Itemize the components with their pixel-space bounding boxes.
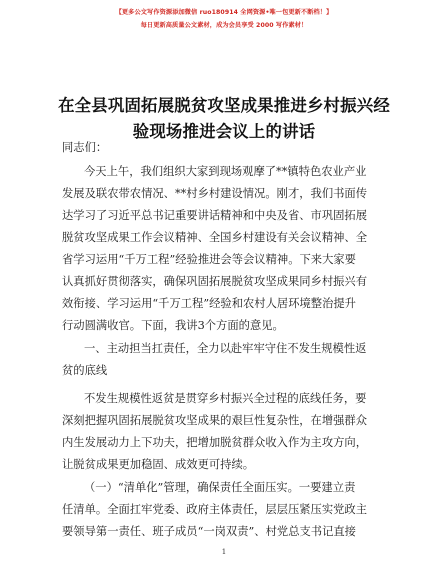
paragraph-line: 深刻把握巩固拓展脱贫攻坚成果的艰巨性复杂性，在增强群众 xyxy=(62,414,368,427)
paragraph-line: 脱贫攻坚成果工作会议精神、全国乡村建设有关会议精神、全 xyxy=(62,231,368,244)
paragraph-line: 今天上午，我们组织大家到现场观摩了**镇特色农业产业 xyxy=(84,165,367,178)
paragraph-line: 让脱贫成果更加稳固、成效更可持续。 xyxy=(62,458,255,471)
paragraph-line: 省学习运用“千万工程”经验推进会等会议精神。下来大家要 xyxy=(62,253,356,266)
page-number: 1 xyxy=(221,548,227,556)
paragraph-line: 要领导第一责任、班子成员“一岗双责”、村党总支书记直接 xyxy=(62,525,356,538)
paragraph-line: 认真抓好贯彻落实，确保巩固拓展脱贫攻坚成果同乡村振兴有 xyxy=(62,275,368,288)
document-title-line-2: 验现场推进会议上的讲话 xyxy=(132,122,316,141)
paragraph-line: 内生发展动力上下功夫，把增加脱贫群众收入作为主攻方向， xyxy=(62,436,368,449)
paragraph-line: （一）“清单化”管理，确保责任全面压实。一要建立责 xyxy=(84,481,356,494)
paragraph-line: 行动圆满收官。下面，我讲3个方面的意见。 xyxy=(62,319,284,332)
section-heading-line: 贫的底线 xyxy=(62,364,108,377)
promo-banner-line-1: 【更多公文写作资源添加微信 ruo180914 全网资源•唯一包更新不断档！】 xyxy=(115,9,333,16)
section-heading-line: 一、主动担当扛责任，全力以赴牢牢守住不发生规模性返 xyxy=(84,342,367,355)
paragraph-line: 效衔接、学习运用“千万工程”经验和农村人居环境整治提升 xyxy=(62,297,356,310)
paragraph-line: 任清单。全面扛牢党委、政府主体责任，层层压紧压实党政主 xyxy=(62,503,368,516)
document-title-line-1: 在全县巩固拓展脱贫攻坚成果推进乡村振兴经 xyxy=(58,96,390,115)
paragraph-line: 达学习了习近平总书记重要讲话精神和中央及省、市巩固拓展 xyxy=(62,209,368,222)
paragraph-line: 不发生规模性返贫是贯穿乡村振兴全过程的底线任务，要 xyxy=(84,392,367,405)
promo-banner-line-2: 每日更新高质量公文素材，成为会员享受 2000 写作素材！ xyxy=(140,22,308,29)
salutation: 同志们： xyxy=(62,141,108,154)
paragraph-line: 发展及联农带农情况、**村乡村建设情况。刚才，我们书面传 xyxy=(62,187,368,200)
